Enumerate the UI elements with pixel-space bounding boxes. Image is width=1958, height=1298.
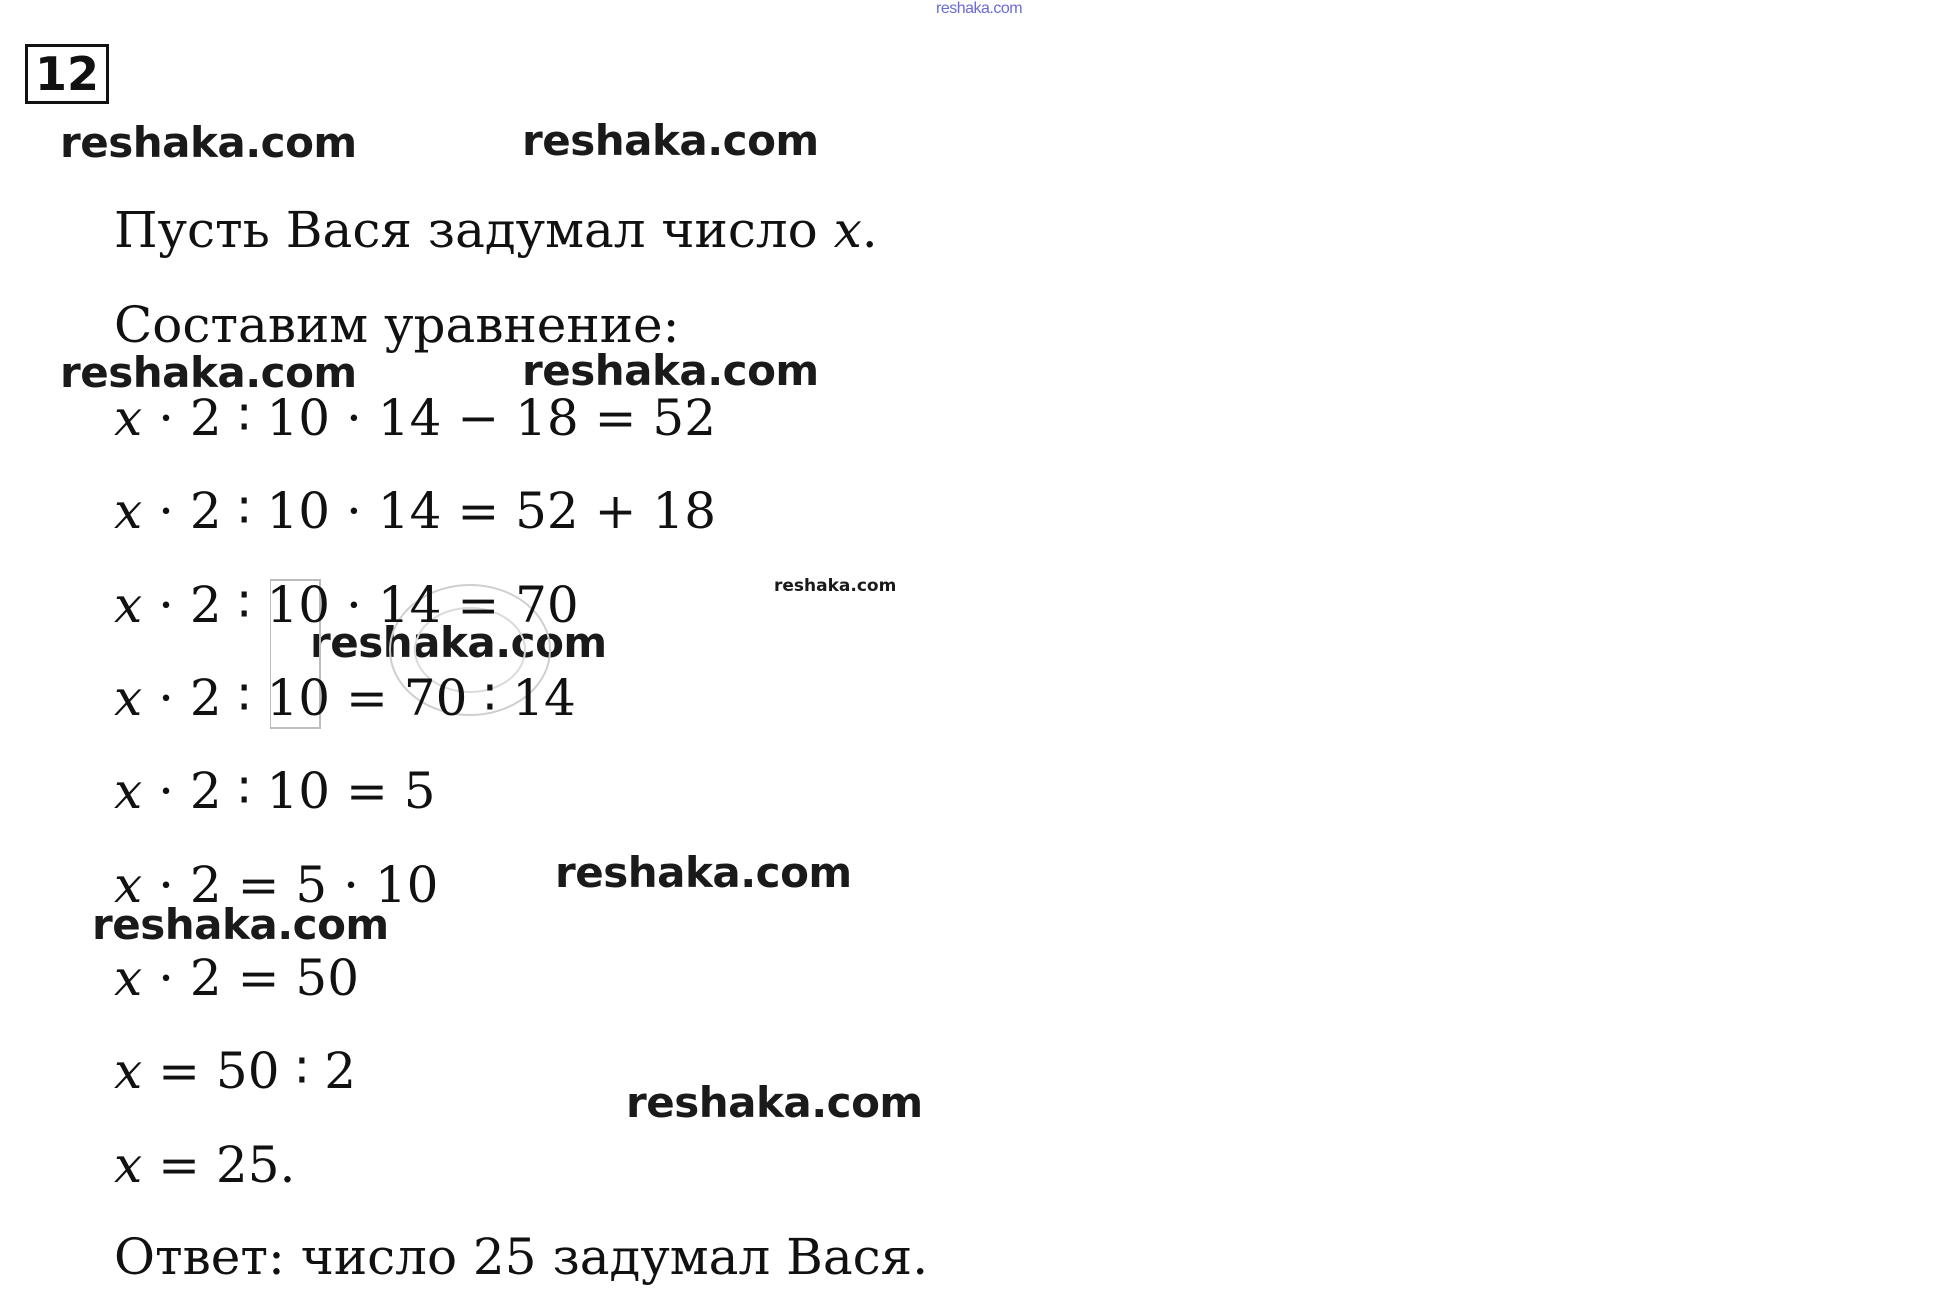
equation-step-3: [114, 576, 579, 634]
task-number-box: [25, 44, 109, 104]
equation-expression: · 2 ∶ 10 · 14 = 52 + 18: [142, 482, 717, 540]
site-url-header: reshaka.com: [936, 0, 1023, 17]
equation-expression: · 2 = 50: [142, 949, 359, 1007]
equation-step-2: [114, 482, 717, 540]
equation-heading: Составим уравнение:: [114, 296, 680, 354]
equation-expression: = 50 ∶ 2: [142, 1042, 357, 1100]
equation-expression: · 2 ∶ 10 · 14 = 70: [142, 576, 579, 634]
watermark: reshaka.com: [555, 848, 852, 897]
variable-x: x: [114, 856, 143, 914]
watermark: reshaka.com: [522, 116, 819, 165]
equation-expression: = 25.: [142, 1136, 296, 1194]
variable-x: x: [114, 669, 143, 727]
equation-step-8: [114, 1042, 357, 1100]
watermark: reshaka.com: [626, 1078, 923, 1127]
equation-expression: · 2 ∶ 10 = 5: [142, 762, 436, 820]
watermark: reshaka.com: [60, 118, 357, 167]
equation-expression: · 2 = 5 · 10: [142, 856, 439, 914]
variable-x: x: [833, 201, 862, 259]
variable-x: x: [114, 576, 143, 634]
intro-sentence: [114, 201, 878, 259]
task-number: 12: [34, 47, 99, 101]
intro-text: Пусть Вася задумал число: [114, 201, 834, 259]
watermark: reshaka.com: [310, 618, 607, 667]
equation-expression: · 2 ∶ 10 · 14 − 18 = 52: [142, 389, 717, 447]
watermark: reshaka.com: [774, 576, 897, 596]
answer-sentence: Ответ: число 25 задумал Вася.: [114, 1228, 929, 1286]
variable-x: x: [114, 1136, 143, 1194]
equation-step-7: [114, 949, 359, 1007]
variable-x: x: [114, 482, 143, 540]
equation-step-4: [114, 669, 576, 727]
equation-step-5: [114, 762, 436, 820]
equation-expression: · 2 ∶ 10 = 70 ∶ 14: [142, 669, 576, 727]
equation-step-1: [114, 389, 717, 447]
watermark: reshaka.com: [60, 348, 357, 397]
watermark: reshaka.com: [522, 346, 819, 395]
equation-step-9: [114, 1136, 296, 1194]
variable-x: x: [114, 1042, 143, 1100]
equation-step-6: [114, 856, 439, 914]
watermark: reshaka.com: [92, 900, 389, 949]
variable-x: x: [114, 389, 143, 447]
intro-period: .: [861, 201, 878, 259]
variable-x: x: [114, 762, 143, 820]
variable-x: x: [114, 949, 143, 1007]
